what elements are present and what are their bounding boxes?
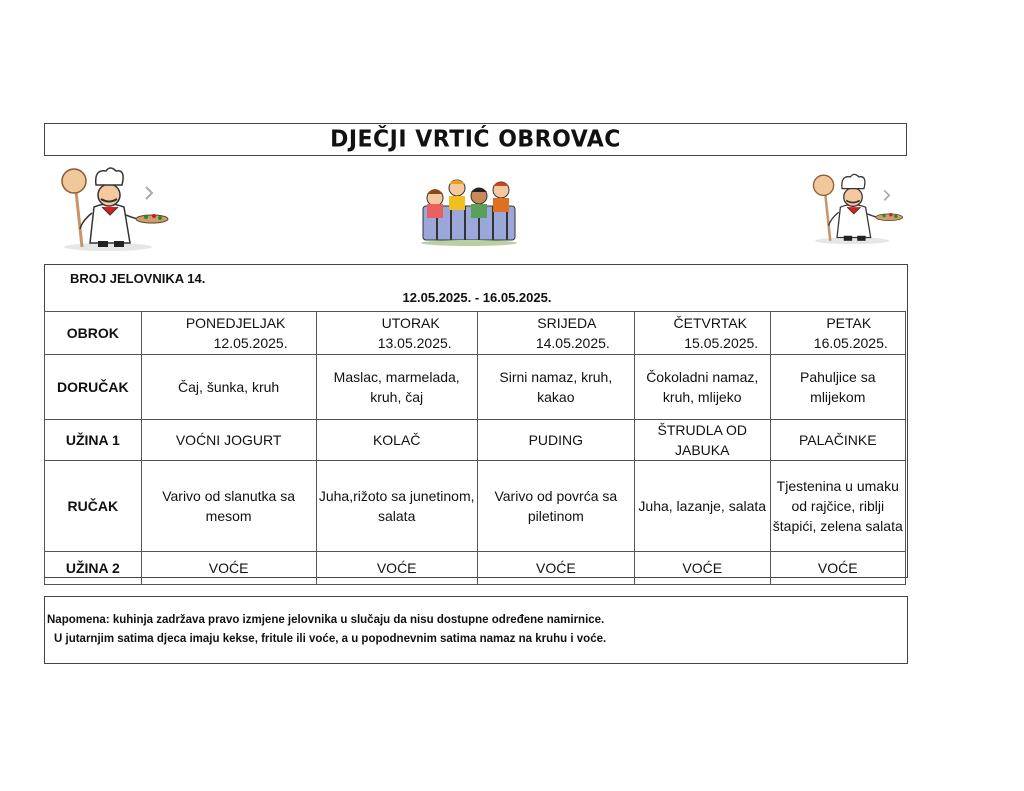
- title-box: [44, 123, 907, 156]
- menu-cell: Varivo od slanutka sa mesom: [141, 461, 316, 552]
- children-group-icon: [417, 174, 521, 246]
- date-range: 12.05.2025. - 16.05.2025.: [402, 290, 552, 305]
- obrok-header: OBROK: [45, 312, 142, 355]
- menu-cell: VOĆE: [634, 552, 770, 585]
- day-header: ČETVRTAK 15.05.2025.: [634, 312, 770, 355]
- table-row: [45, 461, 906, 552]
- menu-table: [44, 311, 906, 585]
- menu-cell: Varivo od povrća sa piletinom: [477, 461, 634, 552]
- table-row: [45, 420, 906, 461]
- note-line: U jutarnjim satima djeca imaju kekse, fritule ili voće, a u popodnevnim satima namaz na kruhu i voće.: [54, 633, 607, 645]
- menu-cell: VOĆE: [316, 552, 477, 585]
- row-label: UŽINA 2: [45, 552, 142, 585]
- menu-number: BROJ JELOVNIKA 14.: [70, 271, 206, 286]
- row-label: RUČAK: [45, 461, 142, 552]
- menu-cell: Čaj, šunka, kruh: [141, 355, 316, 420]
- chef-with-pizza-icon: [800, 163, 906, 253]
- menu-cell: VOĆE: [477, 552, 634, 585]
- day-header: UTORAK 13.05.2025.: [316, 312, 477, 355]
- menu-cell: VOĆE: [141, 552, 316, 585]
- table-row: [45, 552, 906, 585]
- row-label: UŽINA 1: [45, 420, 142, 461]
- day-header: SRIJEDA 14.05.2025.: [477, 312, 634, 355]
- menu-cell: Juha,rižoto sa junetinom, salata: [316, 461, 477, 552]
- menu-cell: VOĆNI JOGURT: [141, 420, 316, 461]
- menu-cell: Pahuljice sa mlijekom: [770, 355, 905, 420]
- menu-box: [44, 264, 908, 578]
- chef-with-pizza-icon: [46, 163, 172, 253]
- menu-cell: Čokoladni namaz, kruh, mlijeko: [634, 355, 770, 420]
- menu-cell: Juha, lazanje, salata: [634, 461, 770, 552]
- menu-cell: Tjestenina u umaku od rajčice, riblji štapići, zelena salata: [770, 461, 905, 552]
- table-row: [45, 312, 906, 355]
- menu-cell: VOĆE: [770, 552, 905, 585]
- page-title: DJEČJI VRTIĆ OBROVAC: [330, 126, 621, 153]
- day-header: PETAK 16.05.2025.: [770, 312, 905, 355]
- day-header: PONEDJELJAK 12.05.2025.: [141, 312, 316, 355]
- row-label: DORUČAK: [45, 355, 142, 420]
- table-row: [45, 355, 906, 420]
- menu-cell: PUDING: [477, 420, 634, 461]
- note-line: Napomena: kuhinja zadržava pravo izmjene jelovnika u slučaju da nisu dostupne određene namirnice.: [47, 614, 605, 626]
- menu-cell: Sirni namaz, kruh, kakao: [477, 355, 634, 420]
- menu-cell: Maslac, marmelada, kruh, čaj: [316, 355, 477, 420]
- menu-cell: PALAČINKE: [770, 420, 905, 461]
- menu-cell: ŠTRUDLA OD JABUKA: [634, 420, 770, 461]
- menu-cell: KOLAČ: [316, 420, 477, 461]
- note-box: [44, 596, 908, 664]
